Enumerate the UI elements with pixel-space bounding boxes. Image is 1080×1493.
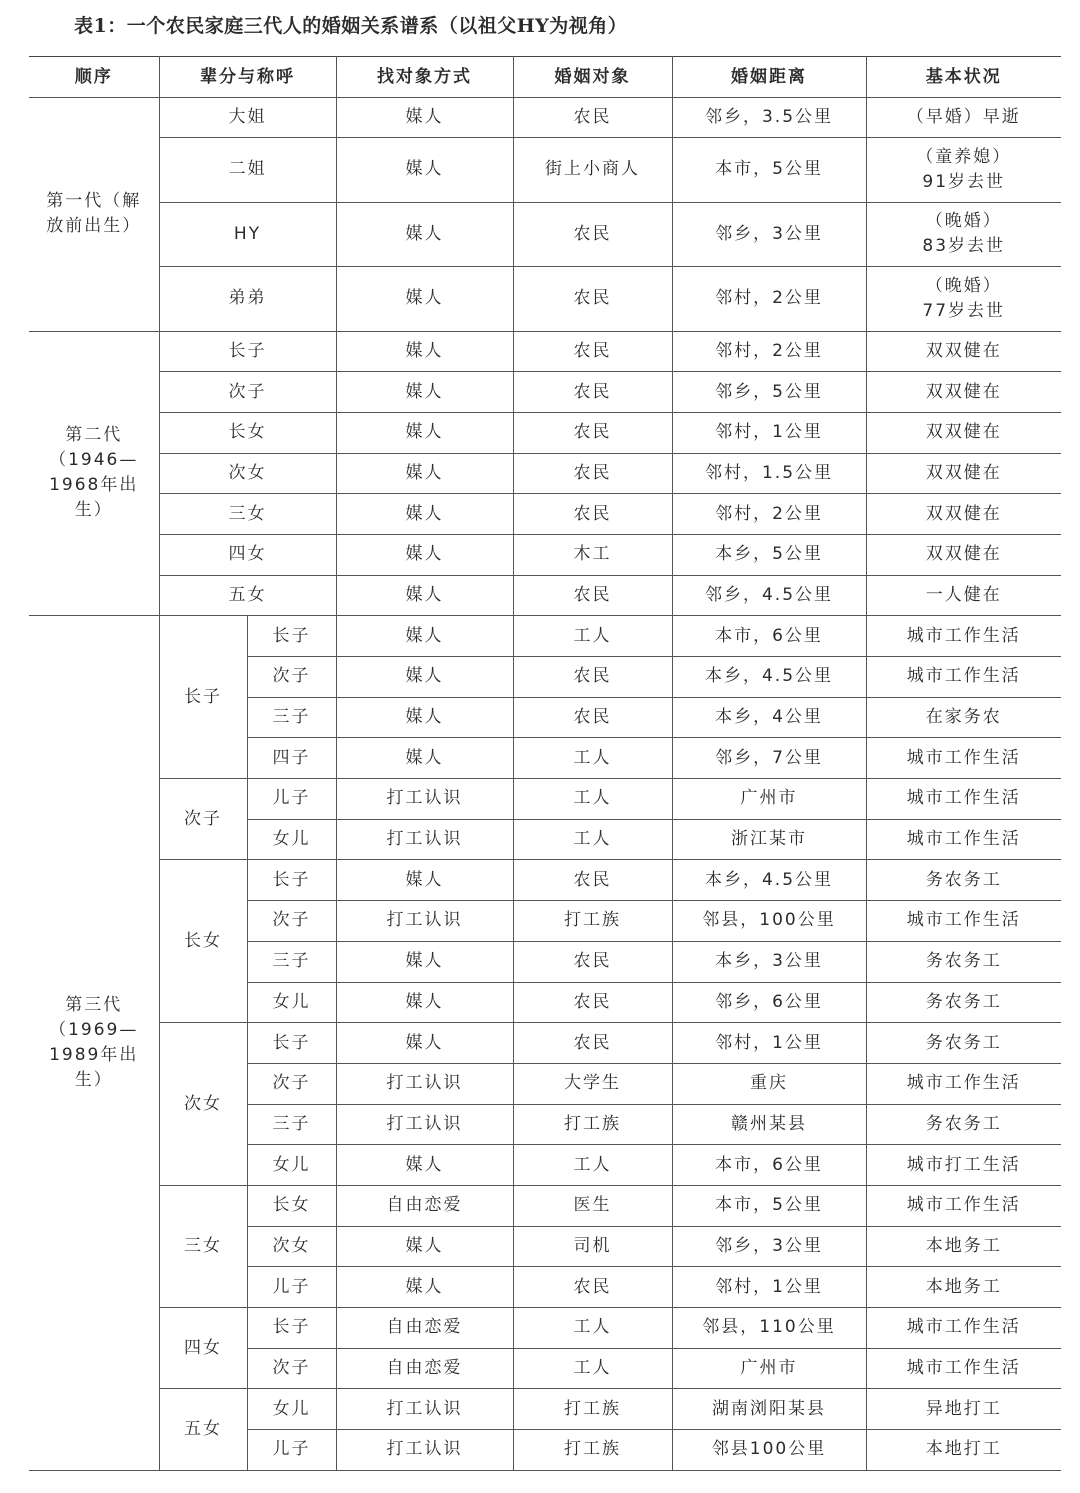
- spouse-cell: 农民: [513, 98, 672, 138]
- status-cell: 城市工作生活: [866, 657, 1061, 698]
- generation-1-section: [29, 98, 1061, 332]
- parent-cell: 次子: [159, 779, 247, 860]
- status-cell: 城市工作生活: [866, 616, 1061, 657]
- status-cell: 本地务工: [866, 1226, 1061, 1267]
- table-row: [29, 453, 1061, 494]
- relation-cell: 长子: [247, 616, 336, 657]
- distance-cell: 广州市: [672, 1348, 866, 1389]
- table-row: [29, 616, 1061, 657]
- distance-cell: 邻村，1公里: [672, 1267, 866, 1308]
- method-cell: 打工认识: [336, 1430, 513, 1471]
- status-cell: 务农务工: [866, 941, 1061, 982]
- status-cell: 务农务工: [866, 1023, 1061, 1064]
- spouse-cell: 农民: [513, 202, 672, 267]
- distance-cell: 本市，6公里: [672, 616, 866, 657]
- genealogy-table: [29, 56, 1061, 1471]
- relation-cell: 次子: [247, 901, 336, 942]
- table-row: [29, 494, 1061, 535]
- distance-cell: 邻乡，4.5公里: [672, 575, 866, 616]
- generation-1-label: 第一代（解放前出生）: [29, 98, 159, 332]
- header-relation: 辈分与称呼: [159, 57, 336, 98]
- header-row: [29, 57, 1061, 98]
- spouse-cell: 大学生: [513, 1063, 672, 1104]
- method-cell: 打工认识: [336, 901, 513, 942]
- status-cell: 双双健在: [866, 494, 1061, 535]
- method-cell: 媒人: [336, 738, 513, 779]
- relation-cell: 大姐: [159, 98, 336, 138]
- generation-3-section: [29, 616, 1061, 1470]
- distance-cell: 广州市: [672, 779, 866, 820]
- status-cell: [866, 202, 1061, 267]
- status-cell: 双双健在: [866, 534, 1061, 575]
- spouse-cell: 打工族: [513, 1389, 672, 1430]
- method-cell: 打工认识: [336, 819, 513, 860]
- status-cell: 本地打工: [866, 1430, 1061, 1471]
- distance-cell: 邻村，1.5公里: [672, 453, 866, 494]
- status-cell: 城市工作生活: [866, 1185, 1061, 1226]
- status-cell: 在家务农: [866, 697, 1061, 738]
- relation-cell: 儿子: [247, 779, 336, 820]
- relation-cell: HY: [159, 202, 336, 267]
- method-cell: 媒人: [336, 494, 513, 535]
- relation-cell: 四女: [159, 534, 336, 575]
- method-cell: 媒人: [336, 1145, 513, 1186]
- method-cell: 媒人: [336, 1023, 513, 1064]
- relation-cell: 长女: [247, 1185, 336, 1226]
- spouse-cell: 司机: [513, 1226, 672, 1267]
- distance-cell: 邻县，100公里: [672, 901, 866, 942]
- method-cell: 打工认识: [336, 1389, 513, 1430]
- method-cell: 媒人: [336, 575, 513, 616]
- status-cell: 双双健在: [866, 453, 1061, 494]
- relation-cell: 女儿: [247, 982, 336, 1023]
- spouse-cell: 农民: [513, 941, 672, 982]
- spouse-cell: 农民: [513, 860, 672, 901]
- distance-cell: 本市，6公里: [672, 1145, 866, 1186]
- status-line-2: 91岁去世: [922, 171, 1006, 192]
- table-row: [29, 575, 1061, 616]
- method-cell: 媒人: [336, 860, 513, 901]
- parent-cell: 五女: [159, 1389, 247, 1470]
- header-spouse: 婚姻对象: [513, 57, 672, 98]
- relation-cell: 五女: [159, 575, 336, 616]
- spouse-cell: 工人: [513, 1308, 672, 1349]
- table-row: [29, 534, 1061, 575]
- status-cell: 城市工作生活: [866, 738, 1061, 779]
- spouse-cell: 工人: [513, 1348, 672, 1389]
- method-cell: 媒人: [336, 534, 513, 575]
- method-cell: 媒人: [336, 372, 513, 413]
- relation-cell: 次子: [247, 657, 336, 698]
- distance-cell: 本乡，4.5公里: [672, 860, 866, 901]
- generation-2-section: [29, 331, 1061, 616]
- spouse-cell: 工人: [513, 779, 672, 820]
- relation-cell: 儿子: [247, 1430, 336, 1471]
- status-cell: 城市打工生活: [866, 1145, 1061, 1186]
- relation-cell: 三子: [247, 941, 336, 982]
- distance-cell: 湖南浏阳某县: [672, 1389, 866, 1430]
- parent-cell: 长女: [159, 860, 247, 1023]
- method-cell: 媒人: [336, 267, 513, 332]
- method-cell: 媒人: [336, 982, 513, 1023]
- header-order: 顺序: [29, 57, 159, 98]
- spouse-cell: 农民: [513, 372, 672, 413]
- spouse-cell: 打工族: [513, 1104, 672, 1145]
- method-cell: 媒人: [336, 616, 513, 657]
- spouse-cell: 工人: [513, 616, 672, 657]
- status-cell: 务农务工: [866, 1104, 1061, 1145]
- status-cell: 本地务工: [866, 1267, 1061, 1308]
- distance-cell: 本乡，4公里: [672, 697, 866, 738]
- relation-cell: 三子: [247, 1104, 336, 1145]
- parent-cell: 三女: [159, 1185, 247, 1307]
- spouse-cell: 工人: [513, 1145, 672, 1186]
- method-cell: 媒人: [336, 412, 513, 453]
- relation-cell: 次子: [159, 372, 336, 413]
- method-cell: 打工认识: [336, 779, 513, 820]
- status-cell: 双双健在: [866, 331, 1061, 372]
- method-cell: 自由恋爱: [336, 1348, 513, 1389]
- status-cell: [866, 267, 1061, 332]
- spouse-cell: 农民: [513, 1267, 672, 1308]
- table-row: [29, 1023, 1061, 1064]
- status-cell: 双双健在: [866, 412, 1061, 453]
- method-cell: 媒人: [336, 98, 513, 138]
- method-cell: 媒人: [336, 138, 513, 203]
- status-cell: 城市工作生活: [866, 1308, 1061, 1349]
- distance-cell: 邻乡，5公里: [672, 372, 866, 413]
- spouse-cell: 打工族: [513, 901, 672, 942]
- relation-cell: 次女: [159, 453, 336, 494]
- spouse-cell: 农民: [513, 453, 672, 494]
- table-row: [29, 331, 1061, 372]
- status-cell: 异地打工: [866, 1389, 1061, 1430]
- relation-cell: 弟弟: [159, 267, 336, 332]
- distance-cell: 本乡，5公里: [672, 534, 866, 575]
- distance-cell: 本乡，3公里: [672, 941, 866, 982]
- status-cell: 城市工作生活: [866, 1063, 1061, 1104]
- relation-cell: 长子: [159, 331, 336, 372]
- distance-cell: 本乡，4.5公里: [672, 657, 866, 698]
- distance-cell: 邻县100公里: [672, 1430, 866, 1471]
- distance-cell: 邻县，110公里: [672, 1308, 866, 1349]
- distance-cell: 邻村，2公里: [672, 494, 866, 535]
- status-cell: 务农务工: [866, 860, 1061, 901]
- distance-cell: 邻村，1公里: [672, 1023, 866, 1064]
- status-cell: （早婚）早逝: [866, 98, 1061, 138]
- table-row: [29, 267, 1061, 332]
- status-line-1: （晚婚）: [925, 275, 1002, 296]
- status-line-1: （童养媳）: [916, 146, 1012, 167]
- table-caption: 表1：一个农民家庭三代人的婚姻关系谱系（以祖父HY为视角）: [74, 15, 628, 37]
- distance-cell: 本市，5公里: [672, 138, 866, 203]
- relation-cell: 二姐: [159, 138, 336, 203]
- table-row: [29, 412, 1061, 453]
- parent-cell: 四女: [159, 1308, 247, 1389]
- distance-cell: 邻村，2公里: [672, 331, 866, 372]
- distance-cell: 赣州某县: [672, 1104, 866, 1145]
- header-method: 找对象方式: [336, 57, 513, 98]
- method-cell: 自由恋爱: [336, 1308, 513, 1349]
- generation-2-label: 第二代（1946—1968年出生）: [29, 331, 159, 616]
- relation-cell: 女儿: [247, 819, 336, 860]
- status-cell: 双双健在: [866, 372, 1061, 413]
- spouse-cell: 木工: [513, 534, 672, 575]
- table-row: [29, 1308, 1061, 1349]
- method-cell: 媒人: [336, 697, 513, 738]
- spouse-cell: 打工族: [513, 1430, 672, 1471]
- status-line-2: 83岁去世: [922, 236, 1006, 257]
- spouse-cell: 农民: [513, 982, 672, 1023]
- spouse-cell: 农民: [513, 494, 672, 535]
- distance-cell: 邻乡，3公里: [672, 1226, 866, 1267]
- status-line-2: 77岁去世: [922, 300, 1006, 321]
- method-cell: 打工认识: [336, 1063, 513, 1104]
- spouse-cell: 农民: [513, 657, 672, 698]
- status-cell: 城市工作生活: [866, 1348, 1061, 1389]
- spouse-cell: 医生: [513, 1185, 672, 1226]
- table-row: [29, 779, 1061, 820]
- relation-cell: 三子: [247, 697, 336, 738]
- distance-cell: 邻乡，6公里: [672, 982, 866, 1023]
- distance-cell: 本市，5公里: [672, 1185, 866, 1226]
- relation-cell: 长子: [247, 1023, 336, 1064]
- method-cell: 打工认识: [336, 1104, 513, 1145]
- method-cell: 媒人: [336, 1267, 513, 1308]
- header-status: 基本状况: [866, 57, 1061, 98]
- table-row: [29, 138, 1061, 203]
- relation-cell: 四子: [247, 738, 336, 779]
- status-cell: 城市工作生活: [866, 779, 1061, 820]
- table-row: [29, 860, 1061, 901]
- method-cell: 媒人: [336, 657, 513, 698]
- table-row: [29, 1389, 1061, 1430]
- distance-cell: 邻村，1公里: [672, 412, 866, 453]
- status-cell: 城市工作生活: [866, 819, 1061, 860]
- status-line-1: （晚婚）: [925, 211, 1002, 232]
- distance-cell: 重庆: [672, 1063, 866, 1104]
- relation-cell: 长女: [159, 412, 336, 453]
- table-row: [29, 1185, 1061, 1226]
- method-cell: 媒人: [336, 331, 513, 372]
- distance-cell: 浙江某市: [672, 819, 866, 860]
- method-cell: 自由恋爱: [336, 1185, 513, 1226]
- relation-cell: 女儿: [247, 1145, 336, 1186]
- spouse-cell: 农民: [513, 267, 672, 332]
- method-cell: 媒人: [336, 941, 513, 982]
- header-distance: 婚姻距离: [672, 57, 866, 98]
- relation-cell: 长子: [247, 1308, 336, 1349]
- spouse-cell: 农民: [513, 1023, 672, 1064]
- table-row: [29, 202, 1061, 267]
- relation-cell: 次子: [247, 1348, 336, 1389]
- spouse-cell: 农民: [513, 331, 672, 372]
- status-cell: 务农务工: [866, 982, 1061, 1023]
- spouse-cell: 工人: [513, 738, 672, 779]
- method-cell: 媒人: [336, 202, 513, 267]
- spouse-cell: 农民: [513, 575, 672, 616]
- spouse-cell: 农民: [513, 412, 672, 453]
- spouse-cell: 农民: [513, 697, 672, 738]
- relation-cell: 三女: [159, 494, 336, 535]
- distance-cell: 邻乡，7公里: [672, 738, 866, 779]
- status-cell: 城市工作生活: [866, 901, 1061, 942]
- distance-cell: 邻乡，3公里: [672, 202, 866, 267]
- table-row: [29, 372, 1061, 413]
- relation-cell: 女儿: [247, 1389, 336, 1430]
- distance-cell: 邻村，2公里: [672, 267, 866, 332]
- method-cell: 媒人: [336, 1226, 513, 1267]
- relation-cell: 儿子: [247, 1267, 336, 1308]
- status-cell: 一人健在: [866, 575, 1061, 616]
- spouse-cell: 街上小商人: [513, 138, 672, 203]
- relation-cell: 次女: [247, 1226, 336, 1267]
- method-cell: 媒人: [336, 453, 513, 494]
- table-row: [29, 98, 1061, 138]
- distance-cell: 邻乡，3.5公里: [672, 98, 866, 138]
- relation-cell: 次子: [247, 1063, 336, 1104]
- spouse-cell: 工人: [513, 819, 672, 860]
- status-cell: [866, 138, 1061, 203]
- parent-cell: 长子: [159, 616, 247, 779]
- parent-cell: 次女: [159, 1023, 247, 1186]
- generation-3-label: 第三代（1969—1989年出生）: [29, 616, 159, 1470]
- relation-cell: 长子: [247, 860, 336, 901]
